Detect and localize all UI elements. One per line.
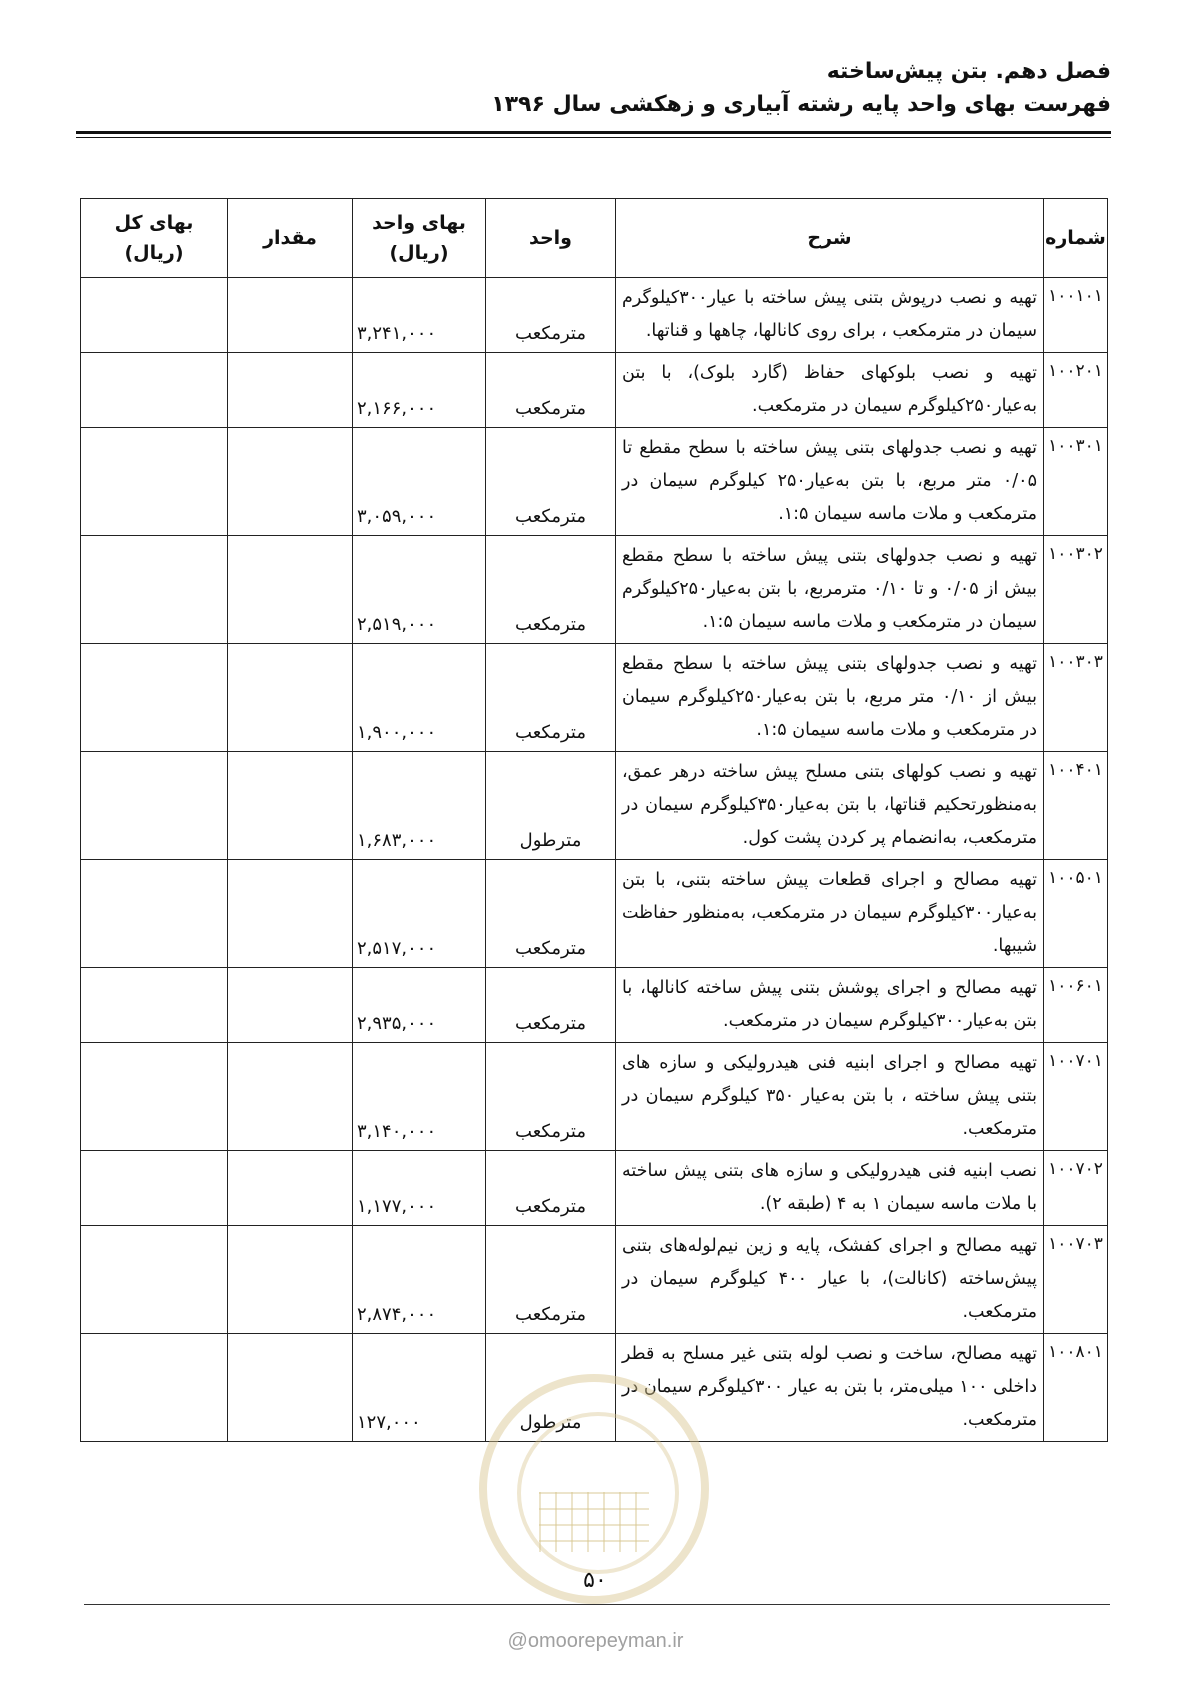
table-header-row (81, 199, 1108, 278)
document-title: فهرست بهای واحد پایه رشته آبیاری و زهکشی سال ۱۳۹۶ (491, 92, 1111, 117)
row-unit-price: ۳,۱۴۰,۰۰۰ (353, 1043, 486, 1151)
header-unit-price-currency: (ریال) (389, 242, 449, 264)
table-row (81, 968, 1108, 1043)
row-unit: مترمکعب (486, 353, 616, 428)
row-description: تهیه مصالح و اجرای قطعات پیش ساخته بتنی، با بتن به‌عیار۳۰۰کیلوگرم سیمان در مترمکعب، به‌منظور حفاظت شیبها. (616, 860, 1044, 968)
footer-rule (84, 1604, 1110, 1605)
row-unit: مترمکعب (486, 536, 616, 644)
row-description: تهیه و نصب جدولهای بتنی پیش ساخته با سطح مقطع بیش از ۰/۰۵ و تا ۰/۱۰ مترمربع، با بتن به‌عیار۲۵۰کیلوگرم سیمان در مترمکعب و ملات ماسه سیمان ۱:۵. (616, 536, 1044, 644)
row-quantity (228, 353, 353, 428)
row-unit-price: ۲,۸۷۴,۰۰۰ (353, 1226, 486, 1334)
row-unit: مترمکعب (486, 1226, 616, 1334)
table-row (81, 428, 1108, 536)
row-unit-price: ۳,۰۵۹,۰۰۰ (353, 428, 486, 536)
row-description: تهیه و نصب کولهای بتنی مسلح پیش ساخته درهر عمق، به‌منظورتحکیم قناتها، با بتن به‌عیار۳۵۰کیلوگرم سیمان در مترمکعب، به‌انضمام پر کردن پشت کول. (616, 752, 1044, 860)
website-watermark: @omoorepeyman.ir (507, 1630, 684, 1652)
row-quantity (228, 536, 353, 644)
row-description: تهیه مصالح، ساخت و نصب لوله بتنی غیر مسلح به قطر داخلی ۱۰۰ میلی‌متر، با بتن به عیار ۳۰۰کیلوگرم سیمان در مترمکعب. (616, 1334, 1044, 1442)
header-unit-price (353, 199, 486, 278)
table-row (81, 644, 1108, 752)
row-number: ۱۰۰۷۰۳ (1044, 1226, 1108, 1334)
row-number: ۱۰۰۳۰۳ (1044, 644, 1108, 752)
row-unit: مترمکعب (486, 1043, 616, 1151)
row-description: نصب ابنیه فنی هیدرولیکی و سازه های بتنی پیش ساخته با ملات ماسه سیمان ۱ به ۴ (طبقه ۲). (616, 1151, 1044, 1226)
table-row (81, 536, 1108, 644)
row-unit-price: ۱۲۷,۰۰۰ (353, 1334, 486, 1442)
price-table (80, 198, 1108, 1442)
header-quantity: مقدار (228, 199, 353, 278)
row-number: ۱۰۰۴۰۱ (1044, 752, 1108, 860)
row-unit: مترمکعب (486, 968, 616, 1043)
row-number: ۱۰۰۷۰۲ (1044, 1151, 1108, 1226)
row-unit-price: ۲,۵۱۷,۰۰۰ (353, 860, 486, 968)
table-row (81, 1043, 1108, 1151)
header-unit: واحد (486, 199, 616, 278)
row-total-price (81, 1043, 228, 1151)
table-row (81, 1226, 1108, 1334)
row-total-price (81, 1226, 228, 1334)
row-quantity (228, 1151, 353, 1226)
row-quantity (228, 644, 353, 752)
row-unit-price: ۱,۶۸۳,۰۰۰ (353, 752, 486, 860)
row-unit: مترطول (486, 1334, 616, 1442)
header-rule-thin (76, 137, 1111, 138)
header-number: شماره (1044, 199, 1108, 278)
row-total-price (81, 278, 228, 353)
row-number: ۱۰۰۲۰۱ (1044, 353, 1108, 428)
row-total-price (81, 968, 228, 1043)
header-unit-price-label: بهای واحد (372, 212, 466, 234)
row-quantity (228, 278, 353, 353)
row-number: ۱۰۰۶۰۱ (1044, 968, 1108, 1043)
row-number: ۱۰۰۵۰۱ (1044, 860, 1108, 968)
row-description: تهیه مصالح و اجرای ابنیه فنی هیدرولیکی و سازه های بتنی پیش ساخته ، با بتن به‌عیار ۳۵۰ کیلوگرم سیمان در مترمکعب. (616, 1043, 1044, 1151)
table-row (81, 752, 1108, 860)
row-unit-price: ۲,۱۶۶,۰۰۰ (353, 353, 486, 428)
row-number: ۱۰۰۱۰۱ (1044, 278, 1108, 353)
table-row (81, 278, 1108, 353)
row-quantity (228, 1334, 353, 1442)
row-number: ۱۰۰۳۰۱ (1044, 428, 1108, 536)
table-row (81, 860, 1108, 968)
row-number: ۱۰۰۳۰۲ (1044, 536, 1108, 644)
row-description: تهیه و نصب جدولهای بتنی پیش ساخته با سطح مقطع بیش از ۰/۱۰ متر مربع، با بتن به‌عیار۲۵۰کیلوگرم سیمان در مترمکعب و ملات ماسه سیمان ۱:۵. (616, 644, 1044, 752)
row-total-price (81, 353, 228, 428)
row-quantity (228, 860, 353, 968)
table-row (81, 1334, 1108, 1442)
row-description: تهیه و نصب جدولهای بتنی پیش ساخته با سطح مقطع تا ۰/۰۵ متر مربع، با بتن به‌عیار۲۵۰ کیلوگرم سیمان در مترمکعب و ملات ماسه سیمان ۱:۵. (616, 428, 1044, 536)
row-description: تهیه و نصب بلوکهای حفاظ (گارد بلوک)، با بتن به‌عیار۲۵۰کیلوگرم سیمان در مترمکعب. (616, 353, 1044, 428)
row-unit: مترمکعب (486, 278, 616, 353)
chapter-title: فصل دهم. بتن پیش‌ساخته (826, 59, 1111, 84)
row-unit-price: ۲,۹۳۵,۰۰۰ (353, 968, 486, 1043)
row-total-price (81, 1334, 228, 1442)
row-total-price (81, 536, 228, 644)
row-unit: مترمکعب (486, 860, 616, 968)
header-description: شرح (616, 199, 1044, 278)
row-unit: مترطول (486, 752, 616, 860)
row-description: تهیه مصالح و اجرای کفشک، پایه و زین نیم‌لوله‌های بتنی پیش‌ساخته (کانالت)، با عیار ۴۰۰ کیلوگرم سیمان در مترمکعب. (616, 1226, 1044, 1334)
row-unit: مترمکعب (486, 1151, 616, 1226)
row-description: تهیه و نصب درپوش بتنی پیش ساخته با عیار۳۰۰کیلوگرم سیمان در مترمکعب ، برای روی کانالها، چاهها و قناتها. (616, 278, 1044, 353)
row-quantity (228, 752, 353, 860)
row-quantity (228, 1043, 353, 1151)
row-total-price (81, 860, 228, 968)
row-unit-price: ۱,۹۰۰,۰۰۰ (353, 644, 486, 752)
table-row (81, 1151, 1108, 1226)
row-unit: مترمکعب (486, 428, 616, 536)
page-number: ۵۰ (583, 1568, 607, 1593)
row-number: ۱۰۰۸۰۱ (1044, 1334, 1108, 1442)
table-row (81, 353, 1108, 428)
row-total-price (81, 1151, 228, 1226)
header-rule-thick (76, 131, 1111, 134)
page-header (76, 56, 1111, 122)
row-quantity (228, 968, 353, 1043)
row-total-price (81, 428, 228, 536)
row-total-price (81, 644, 228, 752)
row-quantity (228, 1226, 353, 1334)
header-total-price: بهای کل (ریال) (81, 199, 228, 278)
row-unit: مترمکعب (486, 644, 616, 752)
row-total-price (81, 752, 228, 860)
watermark-grid (539, 1492, 649, 1552)
row-unit-price: ۲,۵۱۹,۰۰۰ (353, 536, 486, 644)
row-quantity (228, 428, 353, 536)
row-description: تهیه مصالح و اجرای پوشش بتنی پیش ساخته کانالها، با بتن به‌عیار۳۰۰کیلوگرم سیمان در مترمکعب. (616, 968, 1044, 1043)
row-unit-price: ۱,۱۷۷,۰۰۰ (353, 1151, 486, 1226)
row-number: ۱۰۰۷۰۱ (1044, 1043, 1108, 1151)
row-unit-price: ۳,۲۴۱,۰۰۰ (353, 278, 486, 353)
